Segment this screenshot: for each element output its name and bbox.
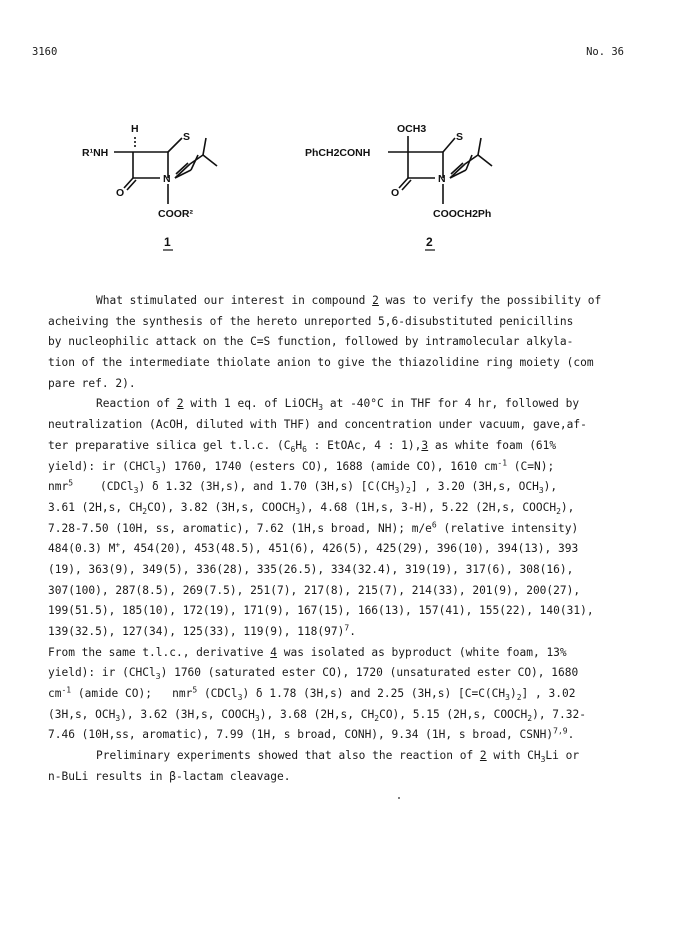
text-span: was to verify the possibility of — [378, 294, 602, 307]
text-span: with CH — [486, 749, 541, 763]
text-span: Reaction of — [96, 397, 177, 411]
text-span: H — [295, 438, 303, 452]
subscript: 2 — [374, 713, 380, 723]
subscript: 3 — [237, 693, 243, 703]
superscript: -1 — [497, 457, 508, 467]
paragraph-2-line: (19), 363(9), 349(5), 336(28), 335(26.5), 334(32.4), 319(19), 317(6), 308(16), — [48, 562, 574, 576]
cpd1-r-group: R¹NH — [82, 147, 109, 159]
subscript: 3 — [254, 713, 260, 723]
superscript: + — [115, 540, 121, 550]
subscript: 6 — [302, 445, 307, 455]
text-span: ) δ 1.78 (3H,s) and 2.25 (3H,s) [C=C(CH — [242, 687, 506, 701]
superscript: -1 — [61, 685, 72, 695]
text-span: ] , 3.02 — [521, 687, 576, 701]
text-span: ) δ 1.32 (3H,s), and 1.70 (3H,s) [C(CH — [138, 480, 395, 494]
superscript: 7 — [344, 623, 350, 633]
text-span: ), — [543, 480, 558, 494]
cpd2-s-label: S — [456, 131, 464, 143]
paragraph-3-line — [48, 643, 648, 664]
subscript: 3 — [155, 465, 161, 475]
text-span: Preliminary experiments showed that also the reaction of — [96, 749, 480, 763]
superscript: 5 — [68, 478, 74, 488]
cpd2-o-label: O — [391, 187, 400, 199]
text-span: 484(0.3) M — [48, 542, 116, 556]
subscript: 3 — [295, 507, 301, 517]
cpd1-s-label: S — [183, 131, 191, 143]
text-span: ] , 3.20 (3H,s, OCH — [410, 480, 539, 494]
text-span: (CDCl — [197, 687, 238, 701]
superscript: 5 — [192, 685, 198, 695]
compound-number-2: 2 — [426, 235, 433, 249]
text-span: (relative intensity) — [436, 521, 579, 535]
paragraph-1-line: tion of the intermediate thiolate anion to give the thiazolidine ring moiety (com — [48, 356, 594, 370]
cpd2-n-label: N — [438, 173, 446, 185]
text-span: , 454(20), 453(48.5), 451(6), 426(5), 425(29), 396(10), 394(13), 393 — [120, 542, 579, 556]
paragraph-1-line: pare ref. 2). — [48, 376, 136, 390]
paragraph-2-line — [48, 394, 648, 415]
text-span: cm — [48, 687, 62, 701]
compound-2-labels — [305, 123, 491, 250]
text-span: (3H,s, OCH — [48, 707, 116, 721]
text-span: 7.46 (10H,ss, aromatic), 7.99 (1H, s broad, CONH), 9.34 (1H, s broad, CSNH) — [48, 728, 554, 742]
superscript: 6 — [431, 519, 437, 529]
cpd2-ester: COOCH2Ph — [433, 208, 492, 220]
paragraph-2-line — [48, 519, 648, 540]
text-span: . — [349, 625, 356, 638]
text-span: ter preparative silica gel t.l.c. (C — [48, 438, 291, 452]
text-span: : EtOAc, 4 : 1), — [306, 438, 422, 452]
compound-ref: 3 — [421, 438, 429, 452]
compound-ref: 2 — [176, 397, 184, 411]
chemical-structures — [0, 110, 680, 270]
subscript: 6 — [290, 445, 296, 455]
compound-ref: 4 — [270, 645, 278, 659]
paragraph-3-line — [48, 725, 648, 746]
text-span: ) 1760 (saturated ester CO), 1720 (unsaturated ester CO), 1680 — [160, 666, 579, 680]
text-span: From the same t.l.c., derivative — [48, 645, 271, 659]
text-span: at -40°C in THF for 4 hr, followed by — [323, 397, 580, 411]
cpd1-n-label: N — [163, 173, 171, 185]
subscript: 3 — [538, 486, 544, 496]
subscript: 2 — [516, 693, 522, 703]
compound-ref: 2 — [479, 749, 487, 763]
text-span: as white foam (61% — [428, 438, 557, 452]
cpd1-h-label: H — [131, 123, 139, 135]
paragraph-1-line — [48, 291, 648, 312]
compound-number-1: 1 — [164, 235, 171, 249]
structure-compound-1 — [114, 137, 217, 204]
text-span: 139(32.5), 127(34), 125(33), 119(9), 118(97) — [48, 625, 345, 638]
paragraph-2-line: 307(100), 287(8.5), 269(7.5), 251(7), 217(8), 215(7), 214(33), 201(9), 200(27), — [48, 583, 581, 597]
paragraph-3-line — [48, 663, 648, 684]
text-span: ) — [399, 480, 407, 494]
text-span: ), 7.32- — [532, 707, 586, 721]
text-span: What stimulated our interest in compound — [96, 294, 373, 307]
superscript: 7,9 — [553, 726, 568, 736]
paragraph-2-line — [48, 457, 648, 478]
text-span: ), — [560, 500, 575, 514]
text-span: (CDCl — [73, 480, 134, 494]
subscript: 2 — [527, 713, 533, 723]
text-span: 7.28-7.50 (10H, ss, aromatic), 7.62 (1H,s broad, NH); m/e — [48, 521, 432, 535]
subscript: 3 — [133, 486, 139, 496]
paragraph-4-line: n-BuLi results in β-lactam cleavage. — [48, 769, 291, 783]
subscript: 3 — [155, 672, 161, 682]
cpd1-ester: COOR² — [158, 208, 193, 220]
subscript: 2 — [142, 507, 148, 517]
subscript: 3 — [115, 713, 121, 723]
paragraph-2-line: 199(51.5), 185(10), 172(19), 171(9), 167(15), 166(13), 157(41), 155(22), 140(31), — [48, 604, 594, 618]
subscript: 3 — [505, 693, 510, 703]
text-span: ) 1760, 1740 (esters CO), 1688 (amide CO), 1610 cm — [160, 459, 498, 473]
cpd2-methoxy: OCH3 — [397, 123, 427, 135]
journal-issue-number: No. 36 — [586, 46, 624, 58]
text-span: Li or — [545, 749, 580, 763]
body-text — [48, 291, 648, 788]
text-span: (amide CO); nmr — [71, 687, 193, 701]
text-span: CO), 5.15 (2H,s, COOCH — [379, 707, 528, 721]
paragraph-1-line: by nucleophilic attack on the C=S function, followed by intramolecular alkyla- — [48, 335, 574, 349]
text-span: CO), 3.82 (3H,s, COOCH — [147, 500, 296, 514]
subscript: 2 — [556, 507, 561, 517]
text-span: yield): ir (CHCl — [48, 666, 156, 680]
paragraph-2-line — [48, 498, 648, 519]
text-span: ), 4.68 (1H,s, 3-H), 5.22 (2H,s, COOCH — [300, 500, 557, 514]
paragraph-2-line: neutralization (AcOH, diluted with THF) and concentration under vacuum, gave,af- — [48, 418, 587, 432]
scan-speck — [398, 797, 400, 799]
text-span: ) — [509, 687, 517, 701]
paragraph-3-line — [48, 684, 648, 705]
paragraph-2-line — [48, 622, 648, 643]
paragraph-2-line — [48, 539, 648, 560]
paragraph-1-line: acheiving the synthesis of the hereto unreported 5,6-disubstituted penicillins — [48, 314, 574, 328]
text-span: . — [567, 728, 575, 742]
text-span: was isolated as byproduct (white foam, 13% — [277, 645, 567, 659]
compound-ref: 2 — [372, 294, 379, 307]
paragraph-2-line — [48, 436, 648, 457]
structure-compound-2 — [388, 136, 492, 204]
text-span: (C=N); — [507, 459, 555, 473]
cpd1-o-label: O — [116, 187, 125, 199]
text-span: 3.61 (2H,s, CH — [48, 500, 143, 514]
text-span: ), 3.62 (3H,s, COOCH — [120, 707, 255, 721]
text-span: with 1 eq. of LiOCH — [183, 397, 319, 411]
paragraph-4-line — [48, 746, 648, 767]
paragraph-2-line — [48, 477, 648, 498]
subscript: 3 — [540, 755, 546, 765]
subscript: 3 — [394, 486, 400, 496]
subscript: 3 — [318, 403, 324, 413]
text-span: nmr — [48, 480, 69, 494]
subscript: 2 — [406, 486, 411, 496]
cpd2-side-chain: PhCH2CONH — [305, 147, 371, 159]
text-span: yield): ir (CHCl — [48, 459, 156, 473]
compound-1-labels — [82, 123, 194, 250]
paragraph-3-line — [48, 705, 648, 726]
text-span: ), 3.68 (2H,s, CH — [259, 707, 375, 721]
page-number: 3160 — [32, 46, 58, 58]
